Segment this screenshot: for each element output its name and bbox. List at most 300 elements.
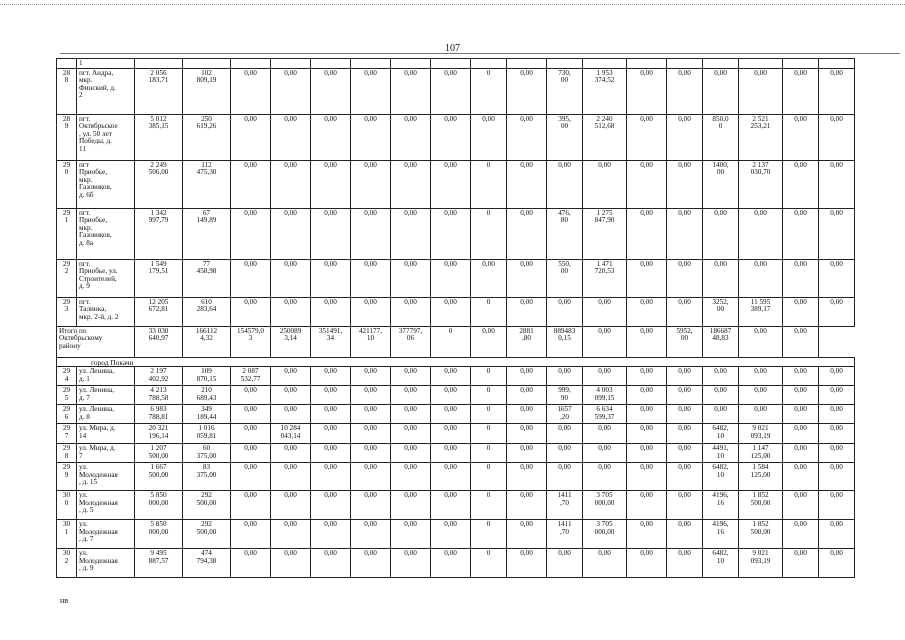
value-cell: 0,00 bbox=[739, 259, 783, 297]
value-cell: 0,00 bbox=[431, 463, 471, 491]
value-cell: 0,00 bbox=[507, 386, 547, 405]
value-cell: 0,00 bbox=[311, 463, 351, 491]
value-cell: 0,00 bbox=[231, 520, 271, 549]
table-row bbox=[57, 114, 855, 160]
value-cell: 1 471 720,53 bbox=[583, 259, 627, 297]
value-cell: 0,00 bbox=[507, 208, 547, 259]
value-cell: 1400, 00 bbox=[703, 160, 739, 208]
value-cell: 0,00 bbox=[819, 520, 855, 549]
value-cell: 1 275 847,90 bbox=[583, 208, 627, 259]
value-cell: 0,00 bbox=[391, 549, 431, 578]
value-cell: 0,00 bbox=[391, 297, 431, 326]
total-value-cell: 0,00 bbox=[471, 326, 507, 357]
value-cell: 1 549 179,51 bbox=[135, 259, 183, 297]
value-cell: 0,00 bbox=[547, 549, 583, 578]
value-cell: 610 283,64 bbox=[183, 297, 231, 326]
value-cell: 550, 00 bbox=[547, 259, 583, 297]
value-cell: 0,00 bbox=[231, 386, 271, 405]
value-cell: 0,00 bbox=[667, 424, 703, 444]
table-row bbox=[57, 405, 855, 424]
value-cell: 730, 00 bbox=[547, 68, 583, 114]
value-cell: 2 521 253,21 bbox=[739, 114, 783, 160]
row-number: 29 5 bbox=[57, 386, 77, 405]
value-cell: 6 634 599,37 bbox=[583, 405, 627, 424]
total-value-cell: 250089 3,14 bbox=[271, 326, 311, 357]
value-cell: 0,00 bbox=[583, 463, 627, 491]
value-cell: 0,00 bbox=[739, 367, 783, 386]
value-cell: 112 475,30 bbox=[183, 160, 231, 208]
value-cell: 0,00 bbox=[547, 297, 583, 326]
table-row bbox=[57, 463, 855, 491]
value-cell: 0,00 bbox=[507, 520, 547, 549]
value-cell: 0 bbox=[471, 297, 507, 326]
value-cell: 0,00 bbox=[351, 549, 391, 578]
value-cell: 0,00 bbox=[627, 405, 667, 424]
value-cell: 0,00 bbox=[819, 424, 855, 444]
value-cell: 0,00 bbox=[583, 549, 627, 578]
value-cell: 0,00 bbox=[819, 367, 855, 386]
value-cell: 1 852 500,00 bbox=[739, 491, 783, 520]
value-cell: 0,00 bbox=[351, 160, 391, 208]
value-cell: 0,00 bbox=[627, 520, 667, 549]
total-value-cell: 377797, 06 bbox=[391, 326, 431, 357]
value-cell: 0,00 bbox=[667, 549, 703, 578]
value-cell: 0,00 bbox=[627, 114, 667, 160]
value-cell: 0,00 bbox=[351, 463, 391, 491]
table-row bbox=[57, 424, 855, 444]
value-cell: 0,00 bbox=[311, 549, 351, 578]
address-cell: ул. Молодежная , д. 9 bbox=[77, 549, 135, 578]
table-row bbox=[57, 68, 855, 114]
value-cell: 0,00 bbox=[783, 367, 819, 386]
value-cell: 0,00 bbox=[819, 444, 855, 463]
value-cell: 0,00 bbox=[703, 259, 739, 297]
value-cell: 0,00 bbox=[507, 160, 547, 208]
value-cell: 0,00 bbox=[271, 386, 311, 405]
value-cell: 2 137 030,70 bbox=[739, 160, 783, 208]
value-cell: 0,00 bbox=[311, 367, 351, 386]
value-cell: 0 bbox=[471, 463, 507, 491]
value-cell: 0,00 bbox=[819, 259, 855, 297]
value-cell: 0,00 bbox=[819, 114, 855, 160]
value-cell: 0,00 bbox=[431, 386, 471, 405]
city-section-row bbox=[57, 357, 855, 367]
value-cell: 0,00 bbox=[231, 405, 271, 424]
value-cell: 210 689,43 bbox=[183, 386, 231, 405]
table-row bbox=[57, 208, 855, 259]
value-cell: 0,00 bbox=[783, 444, 819, 463]
value-cell: 0,00 bbox=[231, 463, 271, 491]
value-cell: 0,00 bbox=[507, 491, 547, 520]
value-cell: 0,00 bbox=[627, 491, 667, 520]
value-cell: 0,00 bbox=[783, 520, 819, 549]
value-cell: 4 213 788,58 bbox=[135, 386, 183, 405]
table-row bbox=[57, 259, 855, 297]
value-cell: 0 bbox=[471, 424, 507, 444]
row-number: 29 4 bbox=[57, 367, 77, 386]
value-cell: 0,00 bbox=[583, 297, 627, 326]
value-cell: 0,00 bbox=[351, 405, 391, 424]
value-cell: 0,00 bbox=[667, 114, 703, 160]
header-mark-row bbox=[57, 59, 855, 69]
value-cell: 4 003 099,15 bbox=[583, 386, 627, 405]
address-cell: ул. Молодежная , д. 15 bbox=[77, 463, 135, 491]
value-cell: 0,00 bbox=[819, 386, 855, 405]
value-cell: 0,00 bbox=[507, 367, 547, 386]
value-cell: 0,00 bbox=[351, 259, 391, 297]
value-cell: 0,00 bbox=[351, 208, 391, 259]
value-cell: 77 458,98 bbox=[183, 259, 231, 297]
value-cell: 0,00 bbox=[311, 520, 351, 549]
value-cell: 0,00 bbox=[819, 160, 855, 208]
value-cell: 0,00 bbox=[271, 160, 311, 208]
city-title: город Покачи bbox=[57, 357, 855, 367]
value-cell: 6482, 10 bbox=[703, 463, 739, 491]
value-cell: 0,00 bbox=[627, 297, 667, 326]
value-cell: 0,00 bbox=[271, 208, 311, 259]
value-cell: 0,00 bbox=[783, 424, 819, 444]
value-cell: 0,00 bbox=[583, 424, 627, 444]
value-cell: 0,00 bbox=[351, 114, 391, 160]
value-cell: 20 321 196,14 bbox=[135, 424, 183, 444]
value-cell: 0,00 bbox=[271, 520, 311, 549]
value-cell: 0,00 bbox=[783, 114, 819, 160]
value-cell: 0,00 bbox=[231, 114, 271, 160]
address-cell: ул. Ленина, д. 8 bbox=[77, 405, 135, 424]
address-cell: пгт. Приобье, ул. Строителей, д. 9 bbox=[77, 259, 135, 297]
value-cell: 1 016 059,81 bbox=[183, 424, 231, 444]
value-cell: 0,00 bbox=[431, 68, 471, 114]
value-cell: 0,00 bbox=[547, 424, 583, 444]
value-cell: 292 500,00 bbox=[183, 491, 231, 520]
total-value-cell: 0,00 bbox=[783, 326, 819, 357]
value-cell: 0 bbox=[471, 405, 507, 424]
value-cell: 6 983 788,81 bbox=[135, 405, 183, 424]
value-cell: 1411 ,70 bbox=[547, 520, 583, 549]
value-cell: 0,00 bbox=[431, 491, 471, 520]
value-cell: 0,00 bbox=[391, 444, 431, 463]
value-cell: 0,00 bbox=[667, 160, 703, 208]
value-cell: 1657 ,20 bbox=[547, 405, 583, 424]
value-cell: 1 667 500,00 bbox=[135, 463, 183, 491]
value-cell: 0,00 bbox=[271, 444, 311, 463]
total-value-cell: 0,00 bbox=[583, 326, 627, 357]
value-cell: 0,00 bbox=[819, 491, 855, 520]
value-cell: 2 240 512,68 bbox=[583, 114, 627, 160]
row-number: 29 1 bbox=[57, 208, 77, 259]
value-cell: 0,00 bbox=[783, 208, 819, 259]
value-cell: 0,00 bbox=[783, 386, 819, 405]
value-cell: 0,00 bbox=[311, 405, 351, 424]
value-cell: 0,00 bbox=[311, 297, 351, 326]
row-number: 29 9 bbox=[57, 463, 77, 491]
row-number: 30 1 bbox=[57, 520, 77, 549]
table-row bbox=[57, 444, 855, 463]
value-cell: 9 021 093,19 bbox=[739, 424, 783, 444]
value-cell: 0,00 bbox=[783, 160, 819, 208]
value-cell: 4196, 16 bbox=[703, 491, 739, 520]
value-cell: 0,00 bbox=[547, 444, 583, 463]
value-cell: 6482, 10 bbox=[703, 424, 739, 444]
value-cell: 0,00 bbox=[627, 160, 667, 208]
value-cell: 0,00 bbox=[627, 367, 667, 386]
table-row bbox=[57, 520, 855, 549]
value-cell: 0,00 bbox=[507, 297, 547, 326]
address-cell: пгт. Октябрьское , ул. 50 лет Победы, д. 11 bbox=[77, 114, 135, 160]
total-value-cell: 0 bbox=[431, 326, 471, 357]
address-cell: пгт. Приобье, мкр. Газовиков, д. 8а bbox=[77, 208, 135, 259]
row-number: 29 6 bbox=[57, 405, 77, 424]
table-row bbox=[57, 386, 855, 405]
total-value-cell: 154579,0 3 bbox=[231, 326, 271, 357]
address-cell: пгт Приобье, мкр. Газовиков, д. 6б bbox=[77, 160, 135, 208]
value-cell: 0,00 bbox=[391, 208, 431, 259]
value-cell: 0,00 bbox=[819, 463, 855, 491]
value-cell: 0,00 bbox=[391, 463, 431, 491]
value-cell: 0,00 bbox=[507, 68, 547, 114]
row-number: 29 7 bbox=[57, 424, 77, 444]
header-rule bbox=[60, 53, 900, 54]
value-cell: 999, 90 bbox=[547, 386, 583, 405]
page-number: 107 bbox=[445, 43, 460, 54]
value-cell: 0,00 bbox=[231, 160, 271, 208]
value-cell: 0,00 bbox=[703, 208, 739, 259]
address-cell: ул. Мира, д. 7 bbox=[77, 444, 135, 463]
value-cell: 0,00 bbox=[431, 367, 471, 386]
value-cell: 0,00 bbox=[311, 259, 351, 297]
value-cell: 0,00 bbox=[311, 424, 351, 444]
value-cell: 0,00 bbox=[271, 68, 311, 114]
value-cell: 0,00 bbox=[311, 491, 351, 520]
value-cell: 0,00 bbox=[311, 160, 351, 208]
value-cell: 0,00 bbox=[783, 491, 819, 520]
value-cell: 0,00 bbox=[311, 444, 351, 463]
value-cell: 0,00 bbox=[231, 491, 271, 520]
value-cell: 0,00 bbox=[507, 424, 547, 444]
value-cell: 0,00 bbox=[739, 68, 783, 114]
value-cell: 0,00 bbox=[783, 405, 819, 424]
value-cell: 0,00 bbox=[783, 68, 819, 114]
value-cell: 0,00 bbox=[231, 297, 271, 326]
register-table bbox=[56, 58, 855, 578]
address-cell: ул. Мира, д. 14 bbox=[77, 424, 135, 444]
row-number: 30 0 bbox=[57, 491, 77, 520]
value-cell: 0,00 bbox=[391, 424, 431, 444]
value-cell: 1 342 997,79 bbox=[135, 208, 183, 259]
value-cell: 0,00 bbox=[547, 160, 583, 208]
value-cell: 0,00 bbox=[271, 463, 311, 491]
value-cell: 60 375,00 bbox=[183, 444, 231, 463]
value-cell: 0,00 bbox=[231, 549, 271, 578]
total-value-cell: 0,00 bbox=[739, 326, 783, 357]
value-cell: 0,00 bbox=[391, 405, 431, 424]
value-cell: 5 012 385,15 bbox=[135, 114, 183, 160]
value-cell: 0,00 bbox=[507, 114, 547, 160]
value-cell: 0,00 bbox=[271, 114, 311, 160]
value-cell: 0,00 bbox=[271, 297, 311, 326]
value-cell: 0,00 bbox=[667, 297, 703, 326]
value-cell: 0,00 bbox=[783, 297, 819, 326]
address-cell: ул. Ленина, д. 1 bbox=[77, 367, 135, 386]
value-cell: 0,00 bbox=[507, 405, 547, 424]
value-cell: 0,00 bbox=[391, 160, 431, 208]
value-cell: 0,00 bbox=[391, 491, 431, 520]
value-cell: 5 850 000,00 bbox=[135, 491, 183, 520]
table-row bbox=[57, 297, 855, 326]
value-cell: 0,00 bbox=[431, 444, 471, 463]
row-number: 29 2 bbox=[57, 259, 77, 297]
value-cell: 0 bbox=[471, 160, 507, 208]
table-row bbox=[57, 491, 855, 520]
value-cell: 0,00 bbox=[627, 208, 667, 259]
value-cell: 83 375,00 bbox=[183, 463, 231, 491]
value-cell: 0,00 bbox=[547, 367, 583, 386]
total-label: Итого по Октябрьскому району bbox=[57, 326, 135, 357]
value-cell: 3 705 000,00 bbox=[583, 520, 627, 549]
value-cell: 109 870,15 bbox=[183, 367, 231, 386]
value-cell: 0,00 bbox=[507, 259, 547, 297]
value-cell: 0,00 bbox=[311, 114, 351, 160]
value-cell: 3 705 000,00 bbox=[583, 491, 627, 520]
value-cell: 0,00 bbox=[783, 549, 819, 578]
value-cell: 0,00 bbox=[583, 367, 627, 386]
value-cell: 0,00 bbox=[627, 463, 667, 491]
value-cell: 0,00 bbox=[507, 549, 547, 578]
value-cell: 0,00 bbox=[391, 114, 431, 160]
value-cell: 0 bbox=[471, 208, 507, 259]
value-cell: 0,00 bbox=[667, 259, 703, 297]
value-cell: 0,00 bbox=[231, 444, 271, 463]
value-cell: 0,00 bbox=[431, 114, 471, 160]
total-value-cell: 186687 48,83 bbox=[703, 326, 739, 357]
value-cell: 0,00 bbox=[351, 491, 391, 520]
value-cell: 0,00 bbox=[231, 259, 271, 297]
value-cell: 0 bbox=[471, 386, 507, 405]
row-number: 28 8 bbox=[57, 68, 77, 114]
value-cell: 1 953 374,52 bbox=[583, 68, 627, 114]
table-row bbox=[57, 160, 855, 208]
value-cell: 0,00 bbox=[819, 68, 855, 114]
value-cell: 4196, 16 bbox=[703, 520, 739, 549]
value-cell: 0,00 bbox=[431, 405, 471, 424]
value-cell: 0,00 bbox=[391, 259, 431, 297]
row-number: 29 0 bbox=[57, 160, 77, 208]
value-cell: 0,00 bbox=[667, 208, 703, 259]
value-cell: 0,00 bbox=[739, 386, 783, 405]
value-cell: 0,00 bbox=[351, 444, 391, 463]
value-cell: 2 087 532,77 bbox=[231, 367, 271, 386]
total-value-cell: 33 030 640,97 bbox=[135, 326, 183, 357]
value-cell: 0,00 bbox=[271, 549, 311, 578]
value-cell: 0,00 bbox=[351, 520, 391, 549]
value-cell: 0,00 bbox=[667, 444, 703, 463]
value-cell: 0,00 bbox=[583, 160, 627, 208]
row-number: 29 3 bbox=[57, 297, 77, 326]
total-value-cell: 889483 0,15 bbox=[547, 326, 583, 357]
value-cell: 0,00 bbox=[547, 463, 583, 491]
value-cell: 0,00 bbox=[667, 68, 703, 114]
value-cell: 292 500,00 bbox=[183, 520, 231, 549]
row-number: 30 2 bbox=[57, 549, 77, 578]
value-cell: 0,00 bbox=[271, 259, 311, 297]
table-row bbox=[57, 549, 855, 578]
value-cell: 0,00 bbox=[431, 208, 471, 259]
total-value-cell: 0,00 bbox=[627, 326, 667, 357]
value-cell: 2 249 506,00 bbox=[135, 160, 183, 208]
value-cell: 0,00 bbox=[271, 405, 311, 424]
value-cell: 0,00 bbox=[667, 491, 703, 520]
value-cell: 0 bbox=[471, 68, 507, 114]
value-cell: 0,00 bbox=[627, 259, 667, 297]
value-cell: 0,00 bbox=[471, 114, 507, 160]
value-cell: 0,00 bbox=[231, 68, 271, 114]
value-cell: 0,00 bbox=[703, 386, 739, 405]
value-cell: 0,00 bbox=[627, 444, 667, 463]
value-cell: 0 bbox=[471, 549, 507, 578]
value-cell: 0,00 bbox=[431, 549, 471, 578]
address-cell: ул. Молодежная , д. 5 bbox=[77, 491, 135, 520]
value-cell: 0,00 bbox=[703, 367, 739, 386]
value-cell: 2 056 183,71 bbox=[135, 68, 183, 114]
value-cell: 395, 00 bbox=[547, 114, 583, 160]
value-cell: 0 bbox=[471, 520, 507, 549]
value-cell: 0,00 bbox=[507, 444, 547, 463]
value-cell: 0 bbox=[471, 367, 507, 386]
value-cell: 9 021 093,19 bbox=[739, 549, 783, 578]
value-cell: 0,00 bbox=[351, 297, 391, 326]
value-cell: 0,00 bbox=[667, 367, 703, 386]
value-cell: 5 850 000,00 bbox=[135, 520, 183, 549]
value-cell: 1 147 125,00 bbox=[739, 444, 783, 463]
value-cell: 349 189,44 bbox=[183, 405, 231, 424]
value-cell: 0,00 bbox=[311, 68, 351, 114]
total-value-cell: 166112 4,32 bbox=[183, 326, 231, 357]
value-cell: 0,00 bbox=[431, 160, 471, 208]
row-number: 28 9 bbox=[57, 114, 77, 160]
value-cell: 0,00 bbox=[271, 491, 311, 520]
total-value-cell: 421177, 10 bbox=[351, 326, 391, 357]
value-cell: 3252, 00 bbox=[703, 297, 739, 326]
value-cell: 0,00 bbox=[311, 208, 351, 259]
value-cell: 0,00 bbox=[507, 463, 547, 491]
value-cell: 0,00 bbox=[391, 68, 431, 114]
value-cell: 0,00 bbox=[471, 259, 507, 297]
value-cell: 0,00 bbox=[351, 68, 391, 114]
value-cell: 0,00 bbox=[351, 367, 391, 386]
row-number: 29 8 bbox=[57, 444, 77, 463]
value-cell: 0,00 bbox=[391, 367, 431, 386]
value-cell: 0,00 bbox=[431, 297, 471, 326]
value-cell: 6482, 10 bbox=[703, 549, 739, 578]
value-cell: 0,00 bbox=[819, 405, 855, 424]
value-cell: 0,00 bbox=[667, 386, 703, 405]
value-cell: 0,00 bbox=[351, 386, 391, 405]
value-cell: 0,00 bbox=[431, 520, 471, 549]
value-cell: 0,00 bbox=[703, 68, 739, 114]
total-value-cell: 2881 ,80 bbox=[507, 326, 547, 357]
value-cell: 1 207 500,00 bbox=[135, 444, 183, 463]
value-cell: 0,00 bbox=[391, 520, 431, 549]
value-cell: 0,00 bbox=[739, 405, 783, 424]
header-mark: 1 bbox=[77, 59, 135, 69]
value-cell: 0 bbox=[471, 444, 507, 463]
value-cell: 2 197 402,92 bbox=[135, 367, 183, 386]
value-cell: 0,00 bbox=[819, 549, 855, 578]
footer-mark: нв bbox=[60, 596, 69, 605]
value-cell: 102 809,19 bbox=[183, 68, 231, 114]
address-cell: пгт. Андра, мкр. Финский, д. 2 bbox=[77, 68, 135, 114]
value-cell: 0,00 bbox=[583, 444, 627, 463]
